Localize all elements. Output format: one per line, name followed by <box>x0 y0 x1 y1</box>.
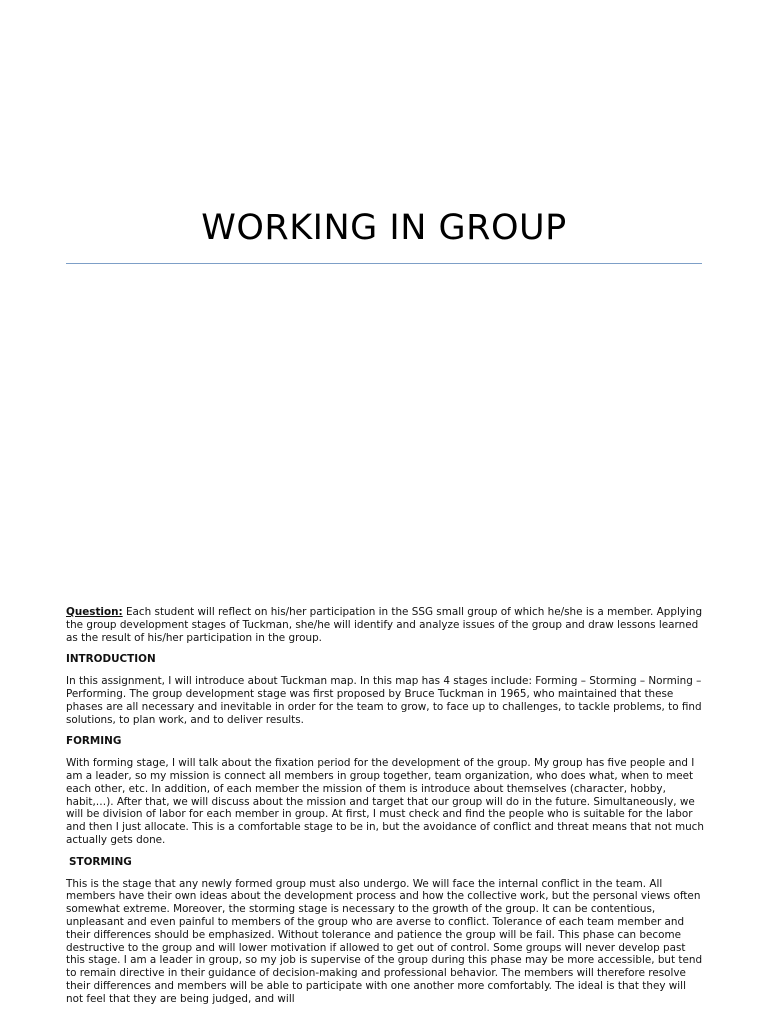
question-paragraph <box>66 606 706 644</box>
section-heading-storming: STORMING <box>69 855 132 868</box>
document-body <box>66 606 706 1015</box>
section-text-introduction: In this assignment, I will introduce about Tuckman map. In this map has 4 stages include: Forming – Storming – Norming – Performing. The group development stage was first proposed by Bruce Tuckman in 1965, who maintained that these phases are all necessary and inevitable in order for the team to grow, to face up to challenges, to tackle problems, to find solutions, to plan work, and to deliver results. <box>66 675 702 726</box>
section-text-forming: With forming stage, I will talk about the fixation period for the development of the group. My group has five people and I am a leader, so my mission is connect all members in group together, team organization, who does what, when to meet each other, etc. In addition, of each member the mission of them is introduce about themselves (character, hobby, habit,…). After that, we will discuss about the mission and target that our group will do in the future. Simultaneously, we will be division of labor for each member in group. At first, I must check and find the people who is suitable for the labor and then I just allocate. This is a comfortable stage to be in, but the avoidance of conflict and threat means that not much actually gets done. <box>66 757 704 846</box>
title-divider <box>66 263 702 264</box>
section-heading-introduction: INTRODUCTION <box>66 653 156 666</box>
document-title: WORKING IN GROUP <box>201 208 567 248</box>
section-text-storming: This is the stage that any newly formed group must also undergo. We will face the internal conflict in the team. All members have their own ideas about the development process and how the collective work, but the personal views often somewhat extreme. Moreover, the storming stage is necessary to the growth of the group. It can be contentious, unpleasant and even painful to members of the group who are averse to conflict. Tolerance of each team member and their differences should be emphasized. Without tolerance and patience the group will be fail. This phase can become destructive to the group and will lower motivation if allowed to get out of control. Some groups will never develop past this stage. I am a leader in group, so my job is supervise of the group during this phase may be more accessible, but tend to remain directive in their guidance of decision-making and professional behavior. The members will therefore resolve their differences and members will be able to participate with one another more comfortably. The ideal is that they will not feel that they are being judged, and will <box>66 877 703 1005</box>
question-label: Question: <box>66 606 123 618</box>
section-heading-forming: FORMING <box>66 735 122 748</box>
question-text: Each student will reflect on his/her participation in the SSG small group of which he/she is a member. Applying the group development stages of Tuckman, she/he will identify and analyze issues of the group and draw lessons learned as the result of his/her participation in the group. <box>66 606 703 644</box>
